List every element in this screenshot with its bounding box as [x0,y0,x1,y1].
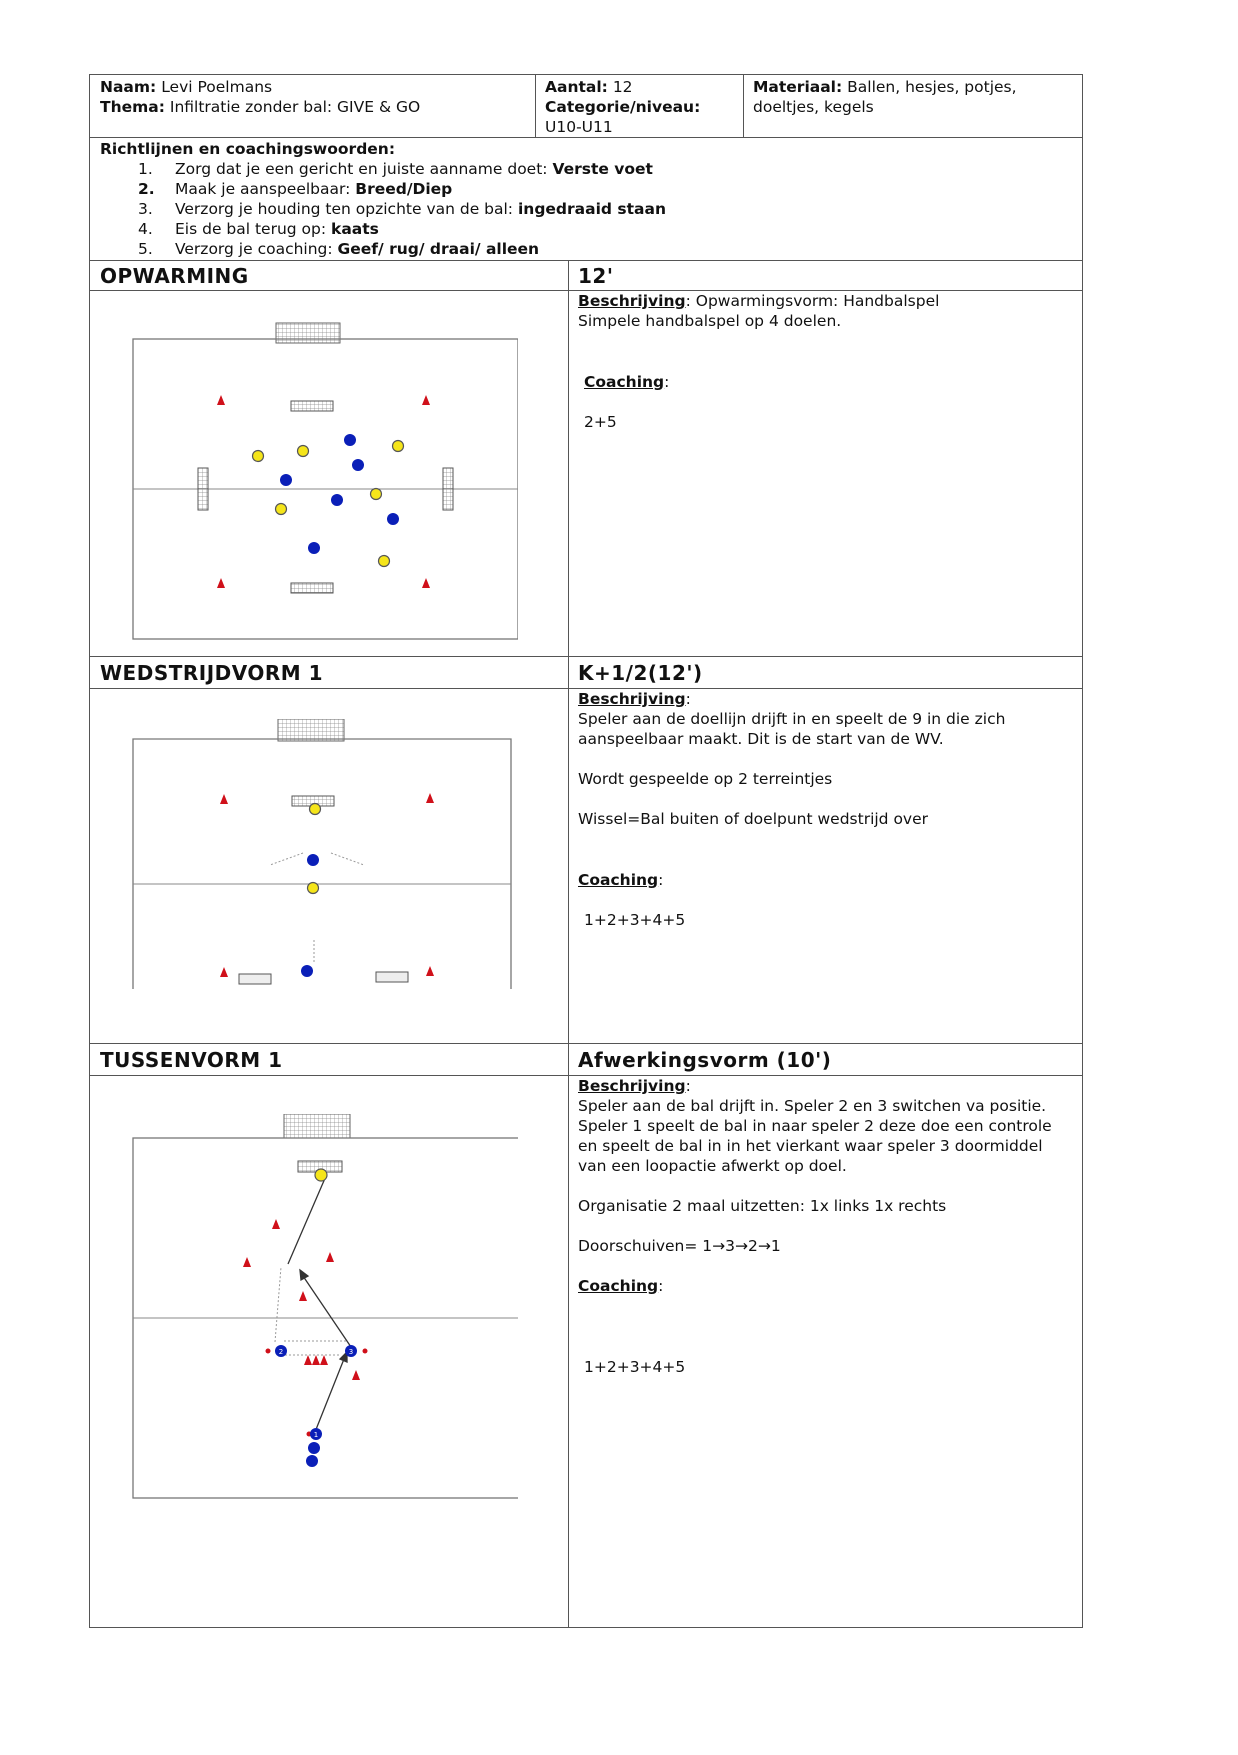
section-time: Afwerkingsvorm (10') [578,1048,832,1072]
goal-icon [276,323,340,343]
materiaal-cell [743,75,1083,137]
tussenvorm-diagram [118,1114,518,1514]
categorie-label: Categorie/niveau: [545,98,701,116]
section-title: TUSSENVORM 1 [100,1048,283,1072]
session-sheet [89,74,1083,1628]
cone-icons [217,395,430,588]
yellow-players [315,1169,327,1181]
section-body-opwarming: Beschrijving: Opwarmingsvorm: Handbalspel Simpele handbalspel op 4 doelen. Coaching: 2+5 [90,291,1082,657]
small-goal-icon [443,468,453,510]
section-header-tussenvorm [90,1044,1082,1076]
section-body-tussenvorm: 2 3 1 Beschrijving: Speler aan de bal drijft in. Speler 2 en 3 switchen va positie. Speler 1 speelt de bal in naar speler 2 deze doe een controle en speelt de bal in in het vierkant waar speler 3 doormiddel van een loopactie afwerkt op doel. Organisatie 2 maal uitzetten: 1x links 1x rechts Doorschuiven= 1→3→2→1 Coaching: 1+2+3+4+5 [90,1076,1082,1627]
section-body-wedstrijdvorm: Beschrijving: Speler aan de doellijn drijft in en speelt de 9 in die zich aanspeelbaar maakt. Dit is de start van de WV. Wordt gespeelde op 2 terreintjes Wissel=Bal buiten of doelpunt wedstrijd over Coaching: 1+2+3+4+5 [90,689,1082,1044]
coaching-value: 1+2+3+4+5 [584,1358,686,1376]
thema-label: Thema: [100,98,165,116]
thema-value: Infiltratie zonder bal: GIVE & GO [169,98,421,116]
guidelines-row [90,138,1082,261]
cone-icons [220,793,434,977]
naam-value: Levi Poelmans [161,78,273,96]
pass-arrows [288,1176,354,1432]
guideline-item: 4. Eis de bal terug op: kaats [138,220,379,238]
aantal-label: Aantal: [545,78,608,96]
description-line: Speler aan de doellijn drijft in en speelt de 9 in die zich aanspeelbaar maakt. Dit is de start van de WV. [578,710,1006,748]
player-label: 2 [278,1348,284,1356]
yellow-players [308,804,321,894]
section-title: WEDSTRIJDVORM 1 [100,661,324,685]
header-row [90,75,1082,138]
opwarming-diagram [118,316,518,651]
aantal-cell [535,75,743,137]
beschrijving-label: Beschrijving [578,690,686,708]
section-title: OPWARMING [100,264,249,288]
naam-label: Naam: [100,78,157,96]
small-goal-icon [291,583,333,593]
description-line: Wissel=Bal buiten of doelpunt wedstrijd over [578,810,929,828]
description-line: Speler aan de bal drijft in. Speler 2 en 3 switchen va positie. Speler 1 speelt de bal in naar speler 2 deze doe een controle en speelt de bal in in het vierkant waar speler 3 doormiddel van een loopactie afwerkt op doel. [578,1097,1052,1175]
cone-icons [243,1219,368,1437]
description-line: Wordt gespeelde op 2 terreintjes [578,770,833,788]
goal-icon [278,719,344,741]
description-line: Doorschuiven= 1→3→2→1 [578,1237,781,1255]
coaching-label: Coaching [584,373,665,391]
categorie-value: U10-U11 [545,118,613,136]
small-goal-icon [291,401,333,411]
guidelines-title: Richtlijnen en coachingswoorden: [100,140,396,158]
guideline-item: 3. Verzorg je houding ten opzichte van de bal: ingedraaid staan [138,200,666,218]
guideline-item: 2. Maak je aanspeelbaar: Breed/Diep [138,180,453,198]
guideline-item: 1. Zorg dat je een gericht en juiste aanname doet: Verste voet [138,160,653,178]
description-line: Simpele handbalspel op 4 doelen. [578,312,842,330]
description-line: Organisatie 2 maal uitzetten: 1x links 1x rechts [578,1197,947,1215]
guideline-item: 5. Verzorg je coaching: Geef/ rug/ draai/ alleen [138,240,540,258]
coaching-label: Coaching [578,1277,659,1295]
wedstrijdvorm-diagram [118,719,518,1039]
materiaal-label: Materiaal: [753,78,843,96]
beschrijving-label: Beschrijving [578,292,686,310]
section-time: K+1/2(12') [578,661,703,685]
coaching-label: Coaching [578,871,659,889]
small-goal-icon [198,468,208,510]
section-header-wedstrijdvorm [90,657,1082,689]
beschrijving-label: Beschrijving [578,1077,686,1095]
movement-arrows [270,853,364,962]
coaching-value: 2+5 [584,413,617,431]
aantal-value: 12 [612,78,633,96]
movement-arrows [275,1267,348,1355]
small-goal-icon [376,972,408,982]
section-time: 12' [578,264,614,288]
yellow-players [253,441,404,567]
coaching-value: 1+2+3+4+5 [584,911,686,929]
goal-icon [284,1114,350,1138]
guidelines-list [100,159,1072,259]
naam-cell [90,75,535,137]
small-goal-icon [239,974,271,984]
player-label: 3 [348,1348,354,1356]
materiaal-value: Ballen, hesjes, potjes, doeltjes, kegels [753,78,1017,116]
blue-players [301,854,319,977]
section-header-opwarming [90,261,1082,291]
player-label: 1 [313,1431,319,1439]
